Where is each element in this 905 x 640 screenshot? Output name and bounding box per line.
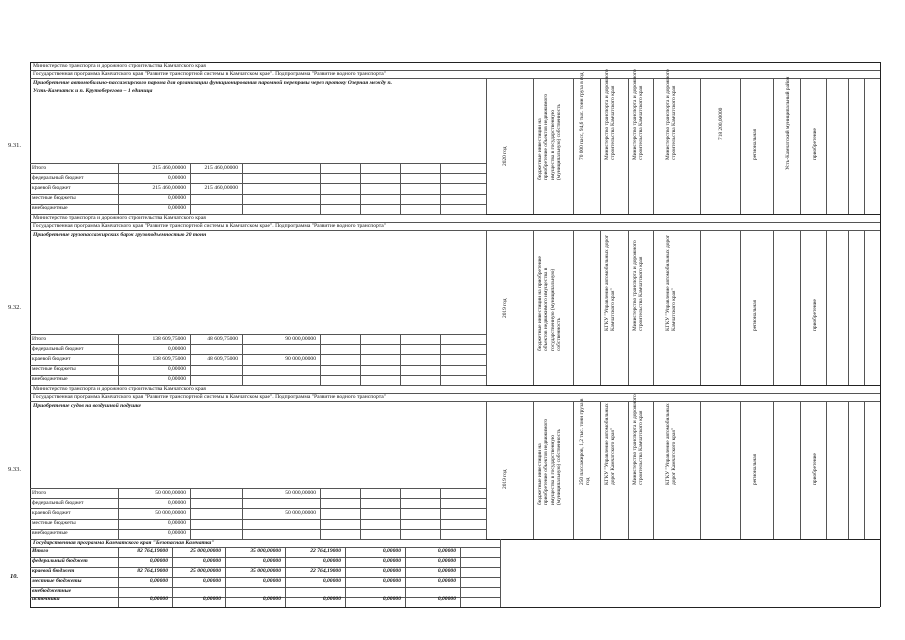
budget-total: 138 609,75000 bbox=[152, 355, 186, 362]
budget-label: внебюджетные bbox=[32, 205, 68, 212]
investment-type: бюджетные инвестиции на приобретение объектов недвижимого имущества в государственную (муниципальную) собственность bbox=[537, 93, 562, 180]
budget-total: 215 460,00000 bbox=[152, 184, 186, 191]
grid-line-v bbox=[190, 488, 191, 539]
grid-line-v bbox=[800, 230, 801, 385]
grid-line-v bbox=[880, 62, 881, 607]
grid-line-v bbox=[573, 230, 574, 385]
grid-line-v bbox=[573, 78, 574, 214]
measure-title: Приобретение автомобильно-пассажирского парома для организации функционирования паромной переправы через протоку Озерная между п. bbox=[33, 80, 393, 86]
grid-line-v bbox=[740, 78, 741, 214]
final-budget-value: 0,00000 bbox=[322, 558, 341, 564]
final-budget-value: 0,00000 bbox=[202, 596, 221, 602]
final-budget-value: 25 000,00000 bbox=[190, 568, 221, 574]
year-cell: 2019 год bbox=[502, 298, 508, 318]
grid-line-v bbox=[118, 547, 119, 607]
capacity-cell: 70 000 пасс, 94,6 тыс. тонн груза в год bbox=[579, 72, 585, 160]
grid-line-v bbox=[773, 78, 774, 214]
grid-line-v bbox=[848, 78, 849, 214]
grid-line-v bbox=[573, 401, 574, 539]
grid-line-v bbox=[826, 78, 827, 214]
grid-line-v bbox=[190, 163, 191, 214]
grid-line-v bbox=[440, 334, 441, 385]
grid-line-v bbox=[700, 230, 701, 385]
cost-cell: 718 200,00000 bbox=[718, 107, 724, 140]
grid-line-v bbox=[360, 334, 361, 385]
final-budget-value: 0,00000 bbox=[322, 596, 341, 602]
grid-line-v bbox=[172, 547, 173, 607]
grid-line-v bbox=[118, 163, 119, 214]
work-type-cell: приобретение bbox=[812, 128, 818, 160]
row-number: 9.33. bbox=[8, 466, 21, 473]
budget-total: 0,00000 bbox=[167, 499, 186, 506]
grid-line-v bbox=[773, 230, 774, 385]
budget-label: внебюджетные bbox=[32, 376, 68, 383]
final-budget-value: 0,00000 bbox=[382, 548, 401, 554]
final-budget-label: федеральный бюджет bbox=[32, 558, 88, 564]
grid-line-v bbox=[600, 401, 601, 539]
budget-year-2: 90 000,00000 bbox=[285, 355, 316, 362]
grid-line-h bbox=[30, 230, 880, 231]
work-type-cell: приобретение bbox=[812, 453, 818, 485]
final-budget-value: 0,00000 bbox=[437, 596, 456, 602]
budget-total: 138 609,75000 bbox=[152, 335, 186, 342]
budget-label: федеральный бюджет bbox=[32, 345, 84, 352]
grid-line-h bbox=[30, 587, 500, 588]
municipality-cell: Усть-Камчатский муниципальный район bbox=[785, 76, 791, 170]
budget-label: внебюджетные bbox=[32, 530, 68, 537]
final-budget-label: местные бюджеты bbox=[32, 578, 82, 584]
final-budget-label: краевой бюджет bbox=[32, 568, 75, 574]
final-budget-label: источники bbox=[32, 596, 60, 602]
grid-line-v bbox=[653, 78, 654, 214]
grid-line-v bbox=[533, 78, 534, 214]
budget-total: 0,00000 bbox=[167, 376, 186, 383]
grid-line-v bbox=[800, 401, 801, 539]
grid-line-v bbox=[600, 230, 601, 385]
budget-label: федеральный бюджет bbox=[32, 174, 84, 181]
grid-line-v bbox=[628, 230, 629, 385]
program-title: Государственная программа Камчатского края "Развитие транспортной системы в Камчатском крае". Подпрограмма "Развитие водного транспорта" bbox=[33, 223, 387, 229]
budget-total: 0,00000 bbox=[167, 174, 186, 181]
measure-title-line2: Усть-Камчатск и п. Крутоберегово – 1 единица bbox=[33, 88, 153, 94]
row-number: 10. bbox=[10, 573, 19, 580]
grid-line-h bbox=[30, 375, 486, 376]
grid-line-v bbox=[285, 547, 286, 607]
final-budget-value: 0,00000 bbox=[202, 578, 221, 584]
developer-cell: КГКУ "Управление автомобильных дорог Камчатского края" bbox=[665, 234, 678, 331]
budget-total: 0,00000 bbox=[167, 205, 186, 212]
program-title: Государственная программа Камчатского края "Развитие транспортной системы в Камчатском крае". Подпрограмма "Развитие водного транспорта" bbox=[33, 394, 387, 400]
budget-total: 50 000,00000 bbox=[155, 489, 186, 496]
final-budget-value: 0,00000 bbox=[202, 558, 221, 564]
final-budget-value: 82 764,19000 bbox=[137, 568, 168, 574]
grid-line-v bbox=[486, 401, 487, 539]
significance-cell: региональная bbox=[752, 128, 758, 160]
budget-label: краевой бюджет bbox=[32, 355, 71, 362]
final-budget-value: 22 764,19000 bbox=[310, 548, 341, 554]
final-budget-label: внебюджетные bbox=[32, 588, 72, 594]
significance-cell: региональная bbox=[752, 299, 758, 331]
grid-line-v bbox=[242, 163, 243, 214]
grid-line-v bbox=[242, 488, 243, 539]
ministry-title: Министерство транспорта и дорожного строительства Камчатского края bbox=[33, 215, 206, 221]
final-budget-value: 0,00000 bbox=[437, 578, 456, 584]
grid-line-v bbox=[533, 401, 534, 539]
budget-year-1: 48 609,75000 bbox=[207, 355, 238, 362]
customer-cell: Министерство транспорта и дорожного строительства Камчатского края bbox=[604, 69, 617, 160]
grid-line-v bbox=[628, 401, 629, 539]
grid-line-v bbox=[360, 488, 361, 539]
grid-line-v bbox=[440, 488, 441, 539]
final-budget-value: 0,00000 bbox=[382, 596, 401, 602]
grid-line-v bbox=[400, 334, 401, 385]
budget-total: 0,00000 bbox=[167, 195, 186, 202]
final-budget-value: 0,00000 bbox=[437, 558, 456, 564]
grid-line-v bbox=[848, 230, 849, 385]
budget-total: 0,00000 bbox=[167, 520, 186, 527]
grid-line-v bbox=[826, 401, 827, 539]
budget-total: 215 460,00000 bbox=[152, 164, 186, 171]
final-budget-value: 82 764,19000 bbox=[137, 548, 168, 554]
measure-title: Приобретение судов на воздушной подушке bbox=[33, 403, 141, 409]
grid-line-v bbox=[118, 488, 119, 539]
ministry-title: Министерство транспорта и дорожного строительства Камчатского края bbox=[33, 63, 206, 69]
measure-title: Приобретение грузопассажирских барж грузоподъемностью 20 тонн bbox=[33, 232, 207, 238]
final-budget-label: Итого bbox=[32, 548, 49, 554]
grid-line-h bbox=[30, 194, 486, 195]
grid-line-h bbox=[30, 529, 486, 530]
ministry-title: Министерство транспорта и дорожного строительства Камчатского края bbox=[33, 386, 206, 392]
grid-line-h bbox=[30, 607, 880, 608]
grid-line-h bbox=[30, 498, 486, 499]
grid-line-h bbox=[30, 365, 486, 366]
grid-line-v bbox=[400, 163, 401, 214]
investment-type: бюджетные инвестиции на приобретение объектов недвижимого имущества в государственную (муниципальную) собственность bbox=[537, 256, 562, 351]
grid-line-h bbox=[30, 344, 486, 345]
grid-line-v bbox=[500, 539, 501, 607]
final-budget-value: 0,00000 bbox=[322, 578, 341, 584]
budget-total: 0,00000 bbox=[167, 366, 186, 373]
budget-year-2: 90 000,00000 bbox=[285, 335, 316, 342]
grid-line-v bbox=[600, 78, 601, 214]
year-cell: 2020 год bbox=[502, 146, 508, 166]
final-program-title: Государственная программа Камчатского края "Безопасная Камчатка" bbox=[33, 540, 215, 546]
significance-cell: региональная bbox=[752, 453, 758, 485]
final-budget-value: 0,00000 bbox=[382, 558, 401, 564]
grid-line-v bbox=[118, 334, 119, 385]
budget-total: 0,00000 bbox=[167, 530, 186, 537]
grid-line-v bbox=[242, 334, 243, 385]
year-cell: 2019 год bbox=[502, 469, 508, 489]
grid-line-v bbox=[848, 401, 849, 539]
final-budget-value: 0,00000 bbox=[149, 558, 168, 564]
developer-cell: КГКУ "Управление автомобильных дорог Камчатского края" bbox=[665, 403, 678, 485]
grid-line-v bbox=[700, 401, 701, 539]
grid-line-h bbox=[30, 183, 486, 184]
grid-line-h bbox=[30, 78, 880, 79]
grid-line-v bbox=[800, 78, 801, 214]
final-budget-value: 0,00000 bbox=[382, 568, 401, 574]
final-budget-value: 0,00000 bbox=[437, 568, 456, 574]
grid-line-v bbox=[864, 230, 865, 385]
grid-line-v bbox=[225, 547, 226, 607]
grid-line-v bbox=[405, 547, 406, 607]
budget-year-1: 215 460,00000 bbox=[204, 164, 238, 171]
budget-label: Итого bbox=[32, 489, 47, 496]
final-budget-value: 35 000,00000 bbox=[250, 548, 281, 554]
budget-label: местные бюджеты bbox=[32, 195, 76, 202]
grid-line-v bbox=[653, 230, 654, 385]
grid-line-v bbox=[773, 401, 774, 539]
grid-line-v bbox=[400, 488, 401, 539]
grid-line-h bbox=[30, 401, 880, 402]
work-type-cell: приобретение bbox=[812, 299, 818, 331]
grid-line-h bbox=[30, 204, 486, 205]
responsible-cell: Министерство транспорта и дорожного строительства Камчатского края bbox=[632, 394, 645, 485]
final-budget-value: 0,00000 bbox=[262, 578, 281, 584]
final-budget-value: 0,00000 bbox=[149, 578, 168, 584]
responsible-cell: Министерство транспорта и дорожного строительства Камчатского края bbox=[632, 240, 645, 331]
budget-label: краевой бюджет bbox=[32, 509, 71, 516]
grid-line-v bbox=[864, 401, 865, 539]
budget-year-1: 215 460,00000 bbox=[204, 184, 238, 191]
grid-line-v bbox=[320, 163, 321, 214]
grid-line-v bbox=[460, 547, 461, 607]
budget-total: 50 000,00000 bbox=[155, 509, 186, 516]
grid-line-v bbox=[486, 78, 487, 214]
budget-label: местные бюджеты bbox=[32, 366, 76, 373]
grid-line-v bbox=[826, 230, 827, 385]
grid-line-v bbox=[628, 78, 629, 214]
budget-label: федеральный бюджет bbox=[32, 499, 84, 506]
final-budget-value: 0,00000 bbox=[262, 558, 281, 564]
budget-label: местные бюджеты bbox=[32, 520, 76, 527]
budget-year-1: 48 609,75000 bbox=[207, 335, 238, 342]
grid-line-v bbox=[320, 488, 321, 539]
grid-line-h bbox=[30, 163, 486, 164]
final-budget-value: 35 000,00000 bbox=[250, 568, 281, 574]
grid-line-v bbox=[190, 334, 191, 385]
budget-label: краевой бюджет bbox=[32, 184, 71, 191]
final-budget-value: 0,00000 bbox=[382, 578, 401, 584]
row-number: 9.32. bbox=[8, 303, 21, 311]
developer-cell: Министерство транспорта и дорожного строительства Камчатского края bbox=[665, 69, 678, 160]
grid-line-v bbox=[345, 547, 346, 607]
grid-line-h bbox=[30, 519, 486, 520]
final-budget-value: 25 000,00000 bbox=[190, 548, 221, 554]
responsible-cell: Министерство транспорта и дорожного строительства Камчатского края bbox=[632, 69, 645, 160]
budget-year-2: 50 000,00000 bbox=[285, 509, 316, 516]
grid-line-v bbox=[740, 401, 741, 539]
grid-line-v bbox=[320, 334, 321, 385]
row-number: 9.31. bbox=[8, 142, 21, 149]
final-budget-value: 0,00000 bbox=[149, 596, 168, 602]
grid-line-v bbox=[440, 163, 441, 214]
grid-line-v bbox=[533, 230, 534, 385]
customer-cell: КГКУ "Управление автомобильных дорог Камчатского края" bbox=[604, 403, 617, 485]
grid-line-v bbox=[486, 230, 487, 385]
grid-line-v bbox=[864, 78, 865, 214]
budget-year-2: 50 000,00000 bbox=[285, 489, 316, 496]
budget-total: 0,00000 bbox=[167, 345, 186, 352]
budget-label: Итого bbox=[32, 335, 47, 342]
budget-label: Итого bbox=[32, 164, 47, 171]
capacity-cell: 250 пассажиров, 1,2 тыс. тонн груза в год bbox=[579, 398, 592, 485]
grid-line-v bbox=[740, 230, 741, 385]
final-budget-value: 22 764,19000 bbox=[310, 568, 341, 574]
grid-line-v bbox=[700, 78, 701, 214]
final-budget-value: 0,00000 bbox=[262, 596, 281, 602]
investment-type: бюджетные инвестиции на приобретение объектов недвижимого имущества в государственную (муниципальную) собственность bbox=[537, 418, 562, 505]
program-title: Государственная программа Камчатского края "Развитие транспортной системы в Камчатском крае". Подпрограмма "Развитие водного транспорта" bbox=[33, 71, 387, 77]
grid-line-v bbox=[653, 401, 654, 539]
customer-cell: КГКУ "Управление автомобильных дорог Камчатского края" bbox=[604, 234, 617, 331]
grid-line-v bbox=[360, 163, 361, 214]
grid-line-h bbox=[30, 173, 486, 174]
final-budget-value: 0,00000 bbox=[437, 548, 456, 554]
